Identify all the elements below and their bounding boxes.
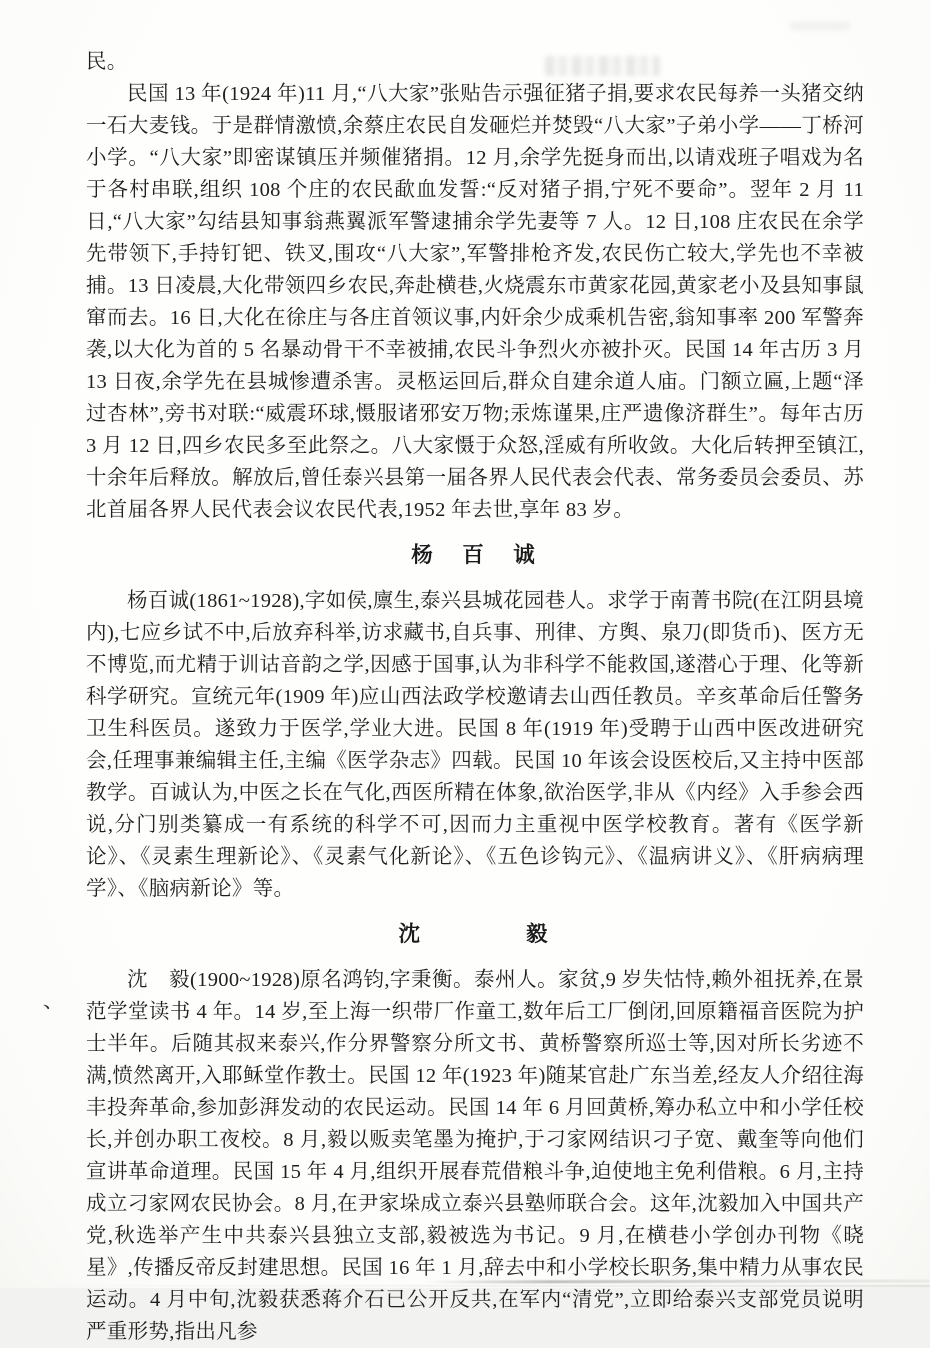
- scan-noise-smudge: [790, 22, 850, 30]
- paragraph-shen-yi-biography: 沈 毅(1900~1928)原名鸿钧,字秉衡。泰州人。家贫,9 岁失怙恃,赖外祖抚养,在景范学堂读书 4 年。14 岁,至上海一织带厂作童工,数年后工厂倒闭,回原籍福音医院为护士半年。后随其叔来泰兴,作分界警察分所文书、黄桥警察所巡士等,因对所长劣迹不满,愤然离开,入耶稣堂作教士。民国 12 年(1923 年)随某官赴广东当差,经友人介绍往海丰投奔革命,参加彭湃发动的农民运动。民国 14 年 6 月回黄桥,筹办私立中和小学任校长,并创办职工夜校。8 月,毅以贩卖笔墨为掩护,于刁家网结识刁子宽、戴奎等向他们宣讲革命道理。民国 15 年 4 月,组织开展春荒借粮斗争,迫使地主免利借粮。6 月,主持成立刁家网农民协会。8 月,在尹家垛成立泰兴县塾师联合会。这年,沈毅加入中国共产党,秋选举产生中共泰兴县独立支部,毅被选为书记。9 月,在横巷小学创办刊物《晓星》,传播反帝反封建思想。民国 16 年 1 月,辞去中和小学校长职务,集中精力从事农民运动。4 月中旬,沈毅获悉蒋介石已公开反共,在军内“清党”,立即给泰兴支部党员说明严重形势,指出凡参: [86, 969, 864, 1343]
- scanner-edge-shadow-faint: [0, 1285, 930, 1287]
- paragraph-yang-baicheng-biography: 杨百诚(1861~1928),字如侯,廪生,泰兴县城花园巷人。求学于南菁书院(在江阴县境内),七应乡试不中,后放弃科举,访求藏书,自兵事、刑律、方舆、泉刀(即货币)、医方无不博览,而尤精于训诂音韵之学,因感于国事,认为非科学不能救国,遂潜心于理、化等新科学研究。宣统元年(1909 年)应山西法政学校邀请去山西任教员。辛亥革命后任警务卫生科医员。遂致力于医学,学业大进。民国 8 年(1919 年)受聘于山西中医改进研究会,任理事兼编辑主任,主编《医学杂志》四载。民国 10 年该会设医校后,又主持中医部教学。百诚认为,中医之长在气化,西医所精在体象,欲治医学,非从《内经》入手参会西说,分门别类纂成一有系统的科学不可,因而力主重视中医学校教育。著有《医学新论》、《灵素生理新论》、《灵素气化新论》、《五色诊钩元》、《温病讲义》、《肝病病理学》、《脑病新论》等。: [86, 590, 864, 900]
- heading-yang-baicheng: 杨 百 诚: [411, 543, 539, 567]
- paragraph-yu-xuexian-uprising: 民国 13 年(1924 年)11 月,“八大家”张贴告示强征猪子捐,要求农民每养一头猪交纳一石大麦钱。于是群情激愤,余蔡庄农民自发砸烂并焚毁“八大家”子弟小学——丁桥河小学。“八大家”即密谋镇压并频催猪捐。12 月,余学先挺身而出,以请戏班子唱戏为名于各村串联,组织 108 个庄的农民歃血发誓:“反对猪子捐,宁死不要命”。翌年 2 月 11 日,“八大家”勾结县知事翁燕翼派军警逮捕余学先妻等 7 人。12 日,108 庄农民在余学先带领下,手持钉钯、铁叉,围攻“八大家”,军警排枪齐发,农民伤亡较大,学先也不幸被捕。13 日凌晨,大化带领四乡农民,奔赴横巷,火烧震东市黄家花园,黄家老小及县知事鼠窜而去。16 日,大化在徐庄与各庄首领议事,内奸余少成乘机告密,翁知事率 200 军警奔袭,以大化为首的 5 名暴动骨干不幸被捕,农民斗争烈火亦被扑灭。民国 14 年古历 3 月 13 日夜,余学先在县城惨遭杀害。灵柩运回后,群众自建余道人庙。门额立匾,上题“泽过杏林”,旁书对联:“威震环球,慑服诸邪安万物;汞炼谨果,庄严遗像济群生”。每年古历 3 月 12 日,四乡农民多至此祭之。八大家慑于众怒,淫威有所收敛。大化后转押至镇江,十余年后释放。解放后,曾任泰兴县第一届各界人民代表会代表、常务委员会委员、苏北首届各界人民代表会议农民代表,1952 年去世,享年 83 岁。: [86, 83, 864, 521]
- stray-ink-mark: 、: [40, 988, 64, 1014]
- text-column: [86, 46, 864, 1348]
- heading-shen-yi: 沈 毅: [398, 922, 552, 946]
- paragraph-continuation-tail: 民。: [86, 51, 128, 73]
